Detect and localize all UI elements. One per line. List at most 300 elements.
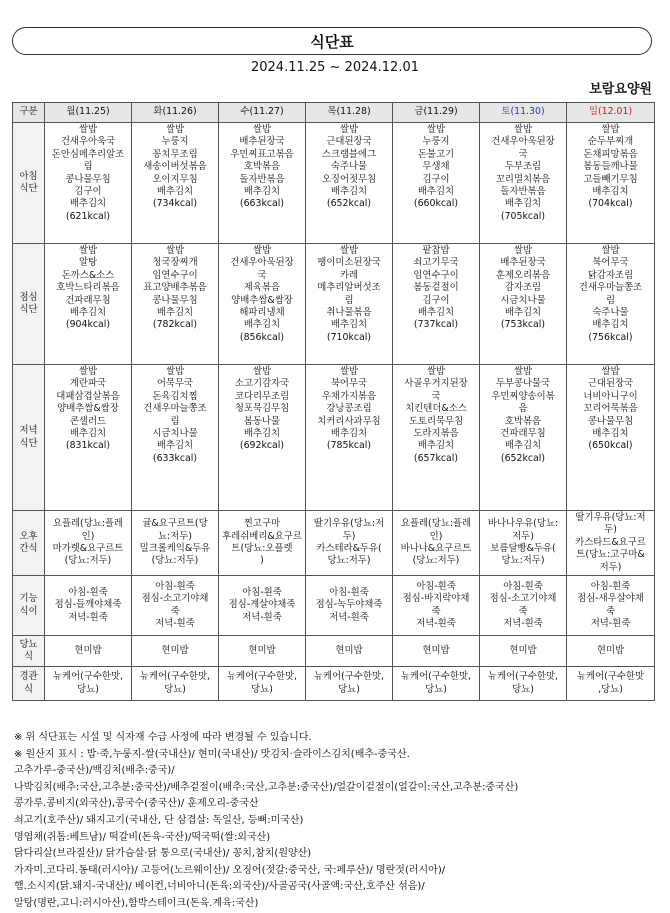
menu-item: (904kcal) <box>65 319 111 331</box>
menu-item: 배추김치 <box>592 428 629 440</box>
menu-item: 뉴케어(구수한맛 <box>576 671 645 683</box>
menu-item: 임연수구이 <box>413 269 459 281</box>
menu-item: 아침-흰죽 <box>590 580 631 592</box>
row-label-line: 경관 <box>19 671 38 683</box>
menu-item: 북어무국 <box>592 257 629 269</box>
note-line: 나박김치(배추:국산,고추분:중국산)/배추겉절이(배추:국산,고추분:중국산)/얼갈이겉절이(얼갈이:국산,고추분:중국산) <box>14 781 519 793</box>
menu-item: (652kcal) <box>500 452 546 464</box>
menu-cell <box>219 667 306 701</box>
menu-cell <box>132 365 219 511</box>
menu-item: 뉴케어(구수한맛, <box>226 671 298 683</box>
menu-item: 계란파국 <box>69 378 107 390</box>
menu-cell <box>393 365 480 511</box>
menu-item: 현미밥 <box>74 644 102 656</box>
menu-cell <box>45 244 132 365</box>
menu-item: 요플레(당뇨:플레 <box>52 518 124 530</box>
menu-item: 호박느타리볶음 <box>56 282 120 294</box>
menu-item: 뉴케어(구수한맛, <box>487 671 559 683</box>
menu-cell <box>132 636 219 667</box>
menu-item: 배추김치 <box>156 307 194 319</box>
menu-cell <box>567 365 655 511</box>
menu-item: 트(당뇨:고구마& <box>576 549 645 561</box>
menu-item: 점심-바지락야채 <box>402 593 470 605</box>
day-header: 금(11.29) <box>393 103 480 123</box>
day-header: 토(11.30) <box>480 103 567 123</box>
meal-row <box>13 511 655 576</box>
menu-item: 쌀밥 <box>78 124 98 135</box>
menu-cell <box>567 576 655 636</box>
menu-item: 딸기우유(당뇨:저 <box>575 512 646 523</box>
menu-item: 배추김치 <box>330 428 368 440</box>
menu-cell <box>306 365 393 511</box>
row-label-line: 식단 <box>19 304 38 315</box>
menu-cell <box>567 667 655 701</box>
menu-item: 근대된장국 <box>326 136 372 148</box>
menu-item: 당뇨) <box>512 683 534 695</box>
menu-item: 저녁-흰죽 <box>329 611 369 623</box>
menu-item: 배추김치 <box>243 186 281 198</box>
menu-item: 봄동들깨나물 <box>583 161 638 173</box>
menu-item: 저녁-흰죽 <box>242 611 282 623</box>
menu-item: 코다리무조림 <box>234 390 290 402</box>
menu-item: 봄동나물 <box>243 415 281 427</box>
menu-item: 뉴케어(구수한맛, <box>52 671 124 683</box>
menu-cell <box>45 123 132 244</box>
menu-cell <box>219 123 306 244</box>
menu-cell <box>306 667 393 701</box>
menu-item: 건새우마늘쫑조 <box>143 403 207 415</box>
note-line: 쇠고기(호주산)/ 돼지고기(국내산, 단 삼겹살: 독일산, 등뼈:미국산) <box>14 814 304 826</box>
menu-item: 배추김치 <box>243 319 281 331</box>
note-line: 명엽채(쥐톰:베트남)/ 떡갈비(돈육-국산)/떡국떡(쌀:외국산) <box>14 831 271 843</box>
menu-item: 저녁-흰죽 <box>155 617 195 629</box>
menu-item: 쌀밥 <box>601 366 620 377</box>
menu-cell <box>132 123 219 244</box>
menu-item: 무생채 <box>422 161 450 173</box>
menu-item: 청국장찌개 <box>152 257 198 269</box>
menu-item: 콩나물무침 <box>152 294 198 306</box>
menu-item: 카레 <box>339 269 359 281</box>
menu-item: 저두) <box>599 561 622 573</box>
menu-item: 카스테라&두유( <box>316 543 382 555</box>
menu-item: ) <box>260 555 264 567</box>
menu-item: 시금치나물 <box>500 294 546 306</box>
menu-item: 쌀밥 <box>513 124 533 135</box>
date-range: 2024.11.25 ~ 2024.12.01 <box>250 60 420 75</box>
menu-item: 제육볶음 <box>243 282 281 294</box>
menu-item: 쌀밥 <box>426 366 446 377</box>
menu-cell <box>480 123 567 244</box>
menu-item: 쌀밥 <box>601 245 620 256</box>
menu-cell <box>306 244 393 365</box>
menu-item: 새송이버섯볶음 <box>143 161 207 173</box>
menu-item: 아침-흰죽 <box>416 580 456 592</box>
menu-item: 죽 <box>605 605 616 617</box>
note-line: ※ 원산지 표시 : 밥·죽,누룽지-쌀(국내산)/ 현미(국내산)/ 맛김치·슬라이스김치(배추-중국산. <box>14 748 410 760</box>
menu-item: 점심-녹두야채죽 <box>315 599 383 611</box>
menu-item: 귤&요구르트(당 <box>142 518 208 530</box>
row-label <box>13 636 45 667</box>
menu-item: 배추김치 <box>156 440 194 452</box>
menu-cell <box>45 636 132 667</box>
menu-item: 찐고구마 <box>243 518 281 530</box>
menu-item: 꼬리멸치볶음 <box>495 173 551 185</box>
menu-item: 뉴케어(구수한맛, <box>400 671 472 683</box>
menu-item: (753kcal) <box>500 319 546 331</box>
menu-item: 보름달빵&두유( <box>490 543 556 555</box>
menu-item: 배추김치 <box>69 198 107 210</box>
menu-item: 우채가지볶음 <box>321 390 377 402</box>
menu-item: 돈채피망볶음 <box>583 148 638 160</box>
facility-name: 보람요양원 <box>589 82 652 97</box>
menu-item: 건새우아욱국 <box>60 136 116 148</box>
menu-title-box <box>12 27 652 55</box>
menu-cell <box>45 576 132 636</box>
menu-item: (652kcal) <box>326 198 372 210</box>
menu-item: 후레쉬베리&요구르 <box>222 530 302 542</box>
menu-item: 훈제오리볶음 <box>495 269 551 281</box>
menu-item: 현미밥 <box>422 644 450 656</box>
header-row <box>13 103 655 123</box>
menu-item: 당뇨) <box>251 683 273 695</box>
menu-item: 쌀밥 <box>252 124 272 135</box>
row-label <box>13 511 45 576</box>
menu-item: 밀크롤케익&두유 <box>139 543 211 555</box>
menu-item: (737kcal) <box>413 319 459 331</box>
menu-item: 쌀밥 <box>165 124 185 135</box>
menu-item: 현미밥 <box>335 644 363 656</box>
meal-row <box>13 244 655 365</box>
menu-cell <box>132 511 219 576</box>
meal-row <box>13 123 655 244</box>
menu-item: 당뇨) <box>164 683 186 695</box>
menu-item: 국 <box>518 148 528 160</box>
menu-item: 팽이미소된장국 <box>317 257 381 269</box>
note-line: 콩가루.콩비지(외국산),콩국수(중국산)/ 훈제오리-중국산 <box>14 798 259 810</box>
menu-item: (657kcal) <box>413 452 459 464</box>
menu-cell <box>45 667 132 701</box>
menu-item: 배추김치 <box>504 307 542 319</box>
menu-cell <box>306 576 393 636</box>
menu-item: 배추김치 <box>417 307 455 319</box>
menu-item: 뉴케어(구수한맛, <box>313 671 385 683</box>
menu-item: 북어무국 <box>330 378 368 390</box>
menu-item: 쌀밥 <box>601 124 620 135</box>
menu-item: 김구이 <box>74 186 102 198</box>
row-label-line: 식이 <box>19 605 38 617</box>
menu-item: 쌀밥 <box>78 245 98 256</box>
menu-cell <box>567 511 655 576</box>
row-label-line: 식단 <box>19 437 38 449</box>
menu-item: ,당뇨) <box>598 683 623 695</box>
menu-cell <box>45 365 132 511</box>
menu-cell <box>393 576 480 636</box>
menu-body <box>13 123 655 701</box>
note-line: 알탕(명란,고니:러시아산),함박스테이크(돈육.계육:국산) <box>14 897 259 909</box>
menu-item: 아침-흰죽 <box>503 580 543 592</box>
menu-item: 림 <box>344 294 354 306</box>
menu-item: 당뇨) <box>425 683 447 695</box>
notes-section <box>14 730 659 913</box>
menu-cell <box>480 636 567 667</box>
day-header: 월(11.25) <box>45 103 132 123</box>
menu-item: 김구이 <box>422 173 450 185</box>
menu-item: (692kcal) <box>239 440 285 452</box>
menu-item: 건새우아욱된장 <box>491 136 555 148</box>
menu-item: (705kcal) <box>500 210 546 222</box>
menu-item: 인) <box>429 530 443 542</box>
menu-item: 배추김치 <box>592 319 629 331</box>
menu-item: 고들빼기무침 <box>583 173 638 185</box>
menu-item: 숙주나물 <box>330 161 368 173</box>
meal-row <box>13 576 655 636</box>
menu-item: 딸기우유(당뇨:저 <box>313 518 385 530</box>
menu-item: 아침-흰죽 <box>68 586 108 598</box>
menu-item: 뇨:저두) <box>158 530 192 542</box>
menu-item: (856kcal) <box>239 331 285 343</box>
menu-item: 배추김치 <box>592 186 629 198</box>
menu-item: 누룽지 <box>161 136 189 148</box>
menu-item: 국 <box>431 390 441 402</box>
menu-item: 배추김치 <box>330 186 368 198</box>
menu-cell <box>132 244 219 365</box>
menu-item: 청포묵김무침 <box>234 403 290 415</box>
menu-item: 아침-흰죽 <box>242 586 282 598</box>
menu-item: 인) <box>81 530 95 542</box>
menu-cell <box>132 667 219 701</box>
menu-item: 배추김치 <box>330 319 368 331</box>
menu-item: (당뇨:저두) <box>151 555 199 567</box>
menu-item: 알탕 <box>78 257 98 269</box>
row-label-line: 식 <box>23 651 34 663</box>
row-label-line: 아침 <box>19 170 38 182</box>
menu-item: 쌀밥 <box>513 366 533 377</box>
menu-cell <box>219 244 306 365</box>
menu-item: (660kcal) <box>413 198 459 210</box>
row-label-line: 식단 <box>19 183 38 194</box>
menu-item: 건파래무침 <box>500 428 546 440</box>
menu-cell <box>393 123 480 244</box>
menu-item: 돌자반볶음 <box>500 186 546 198</box>
menu-item: 저녁-흰죽 <box>590 617 631 629</box>
menu-item: (당뇨:저두) <box>412 555 460 567</box>
menu-item: 두) <box>342 530 356 542</box>
menu-item: 너비아니구이 <box>583 390 638 402</box>
menu-item: 현미밥 <box>248 644 276 656</box>
note-line: ※ 위 식단표는 시설 및 식자재 수급 사정에 따라 변경될 수 있습니다. <box>14 732 312 743</box>
menu-item: 당뇨:저두) <box>327 555 371 567</box>
menu-item: 누룽지 <box>422 136 450 148</box>
menu-table <box>12 102 655 701</box>
menu-item: 당뇨:저두) <box>501 555 545 567</box>
menu-item: 쌀밥 <box>339 124 359 135</box>
menu-item: 해파리냉채 <box>239 307 285 319</box>
menu-item: 저녁-흰죽 <box>68 611 108 623</box>
menu-item: 현미밥 <box>596 644 625 656</box>
menu-item: 배추김치 <box>417 440 455 452</box>
menu-item: 스크램블에그 <box>321 148 377 160</box>
menu-item: 저두) <box>512 530 534 542</box>
menu-item: 근대된장국 <box>587 378 634 390</box>
menu-item: 점심-새우살야채 <box>577 593 644 605</box>
row-label-line: 기능 <box>19 593 38 605</box>
menu-item: 숙주나물 <box>592 307 629 319</box>
menu-item: (782kcal) <box>152 319 198 331</box>
menu-item: 우민찌양송이볶 <box>491 390 555 402</box>
menu-cell <box>132 576 219 636</box>
menu-item: 양배추쌈&쌈장 <box>57 403 119 415</box>
menu-cell <box>219 511 306 576</box>
menu-cell <box>306 636 393 667</box>
day-header: 일(12.01) <box>567 103 655 123</box>
menu-item: 카스타드&요구르 <box>575 536 646 548</box>
note-line: 햄.소시지(닭.돼지-국내산)/ 베이컨,너비아니(돈육:외국산)/사골곰국(사골액:국산,호주산 섞음)/ <box>14 881 425 893</box>
menu-item: (663kcal) <box>239 198 285 210</box>
row-label <box>13 244 45 365</box>
menu-item: 닭감자조림 <box>587 269 634 281</box>
menu-item: 쌀밥 <box>165 366 185 377</box>
menu-item: 돈육김치찜 <box>152 390 198 402</box>
menu-item: 배추된장국 <box>500 257 546 269</box>
menu-cell <box>480 244 567 365</box>
menu-item: 쌀밥 <box>426 124 446 135</box>
menu-item: 양배추쌈&쌈장 <box>231 294 293 306</box>
menu-item: (785kcal) <box>326 440 372 452</box>
menu-item: 바나나&요구르트 <box>400 543 472 555</box>
menu-item: 점심-소고기야채 <box>141 593 209 605</box>
menu-item: 대패삼겹살볶음 <box>56 390 120 402</box>
menu-item: 쌀밥 <box>339 366 359 377</box>
menu-cell <box>480 365 567 511</box>
menu-item: (704kcal) <box>588 198 633 210</box>
menu-item: 돈안심메추리알조 <box>51 148 125 160</box>
menu-item: 돈불고기 <box>417 148 455 160</box>
meal-row <box>13 636 655 667</box>
menu-item: 도토리묵무침 <box>408 415 464 427</box>
menu-item: 쌀밥 <box>339 245 359 256</box>
menu-item: 쌀밥 <box>252 245 272 256</box>
menu-cell <box>393 667 480 701</box>
menu-item: 돌자반볶음 <box>239 173 285 185</box>
menu-item: (831kcal) <box>65 440 111 452</box>
row-label-line: 간식 <box>19 543 38 555</box>
menu-item: 치커리사과무침 <box>317 415 381 427</box>
menu-cell <box>45 511 132 576</box>
note-line: 닭다리살(브라질산)/ 닭가슴살·닭 통으로(국내산)/ 꽁치,참치(원양산) <box>14 848 312 860</box>
row-label-line: 당뇨 <box>19 638 38 650</box>
menu-item: 점심-소고기야채 <box>489 593 557 605</box>
row-label <box>13 123 45 244</box>
row-label <box>13 365 45 511</box>
note-line: 가자미.코다리.동태(러시아)/ 고등어(노르웨이산)/ 오징어(젓갈:중국산, 국:페루산)/ 명란젓(러시아)/ <box>14 864 446 876</box>
menu-cell <box>480 511 567 576</box>
menu-item: 두부조림 <box>504 161 542 173</box>
menu-item: 쇠고기무국 <box>413 257 459 269</box>
menu-item: 아침-흰죽 <box>155 580 195 592</box>
menu-item: (710kcal) <box>326 331 372 343</box>
menu-cell <box>393 244 480 365</box>
menu-item: 림 <box>170 415 180 427</box>
menu-item: 현미밥 <box>161 644 189 656</box>
menu-item: 저녁-흰죽 <box>503 617 543 629</box>
menu-cell <box>567 636 655 667</box>
menu-item: 취나물볶음 <box>326 307 372 319</box>
menu-item: 쌀밥 <box>513 245 533 256</box>
menu-item: 도라지볶음 <box>413 428 459 440</box>
menu-item: 쌀밥 <box>252 366 272 377</box>
menu-item: 봄동겉절이 <box>413 282 459 294</box>
menu-item: 배추김치 <box>417 186 455 198</box>
menu-item: 두) <box>604 524 617 536</box>
menu-item: 트(당뇨:오플렛 <box>231 543 293 555</box>
menu-item: 콩나물무침 <box>587 415 634 427</box>
meal-row <box>13 667 655 701</box>
note-line: 고추가루-중국산)/백김치(배추:중국)/ <box>14 765 175 777</box>
menu-item: 배추김치 <box>69 307 107 319</box>
menu-item: 두부콩나물국 <box>495 378 551 390</box>
menu-cell <box>306 511 393 576</box>
menu-item: (756kcal) <box>588 331 633 343</box>
page-title: 식단표 <box>310 32 354 51</box>
menu-item: 배추김치 <box>156 186 194 198</box>
menu-item: 음 <box>518 403 528 415</box>
menu-cell <box>480 576 567 636</box>
row-label-line: 점심 <box>19 291 38 303</box>
row-label-line: 저녁 <box>19 425 38 437</box>
menu-item: 콩나물무침 <box>65 173 111 185</box>
menu-item: 건새우마늘쫑조 <box>578 282 643 294</box>
menu-cell <box>219 576 306 636</box>
menu-item: (734kcal) <box>152 198 198 210</box>
menu-item: 감자조림 <box>504 282 542 294</box>
menu-item: (650kcal) <box>588 440 633 452</box>
day-header: 목(11.28) <box>306 103 393 123</box>
menu-item: 호박볶음 <box>243 161 281 173</box>
menu-item: 죽 <box>170 605 180 617</box>
menu-item: 치킨텐더&소스 <box>405 403 467 415</box>
menu-item: 꽁치무조림 <box>152 148 198 160</box>
menu-item: 배추된장국 <box>239 136 285 148</box>
menu-cell <box>393 511 480 576</box>
menu-item: 점심-계살야채죽 <box>228 599 296 611</box>
menu-cell <box>567 123 655 244</box>
menu-item: 현미밥 <box>509 644 537 656</box>
menu-item: 배추김치 <box>243 428 281 440</box>
row-label <box>13 576 45 636</box>
menu-item: 점심-들깨야채죽 <box>54 599 122 611</box>
menu-item: 배추김치 <box>504 198 542 210</box>
menu-item: 우민찌표고볶음 <box>230 148 294 160</box>
menu-cell <box>306 123 393 244</box>
menu-item: 저녁-흰죽 <box>416 617 456 629</box>
menu-item: 림 <box>83 161 93 173</box>
menu-item: 당뇨) <box>77 683 99 695</box>
menu-item: 김구이 <box>422 294 450 306</box>
menu-cell <box>219 636 306 667</box>
menu-item: 바나나우유(당뇨: <box>487 518 559 530</box>
menu-item: (633kcal) <box>152 452 198 464</box>
menu-item: 죽 <box>431 605 441 617</box>
menu-item: 죽 <box>518 605 528 617</box>
menu-item: 배추김치 <box>69 428 107 440</box>
menu-item: 사골우거지된장 <box>404 378 468 390</box>
row-label-line: 오후 <box>19 530 38 542</box>
menu-item: 돈까스&소스 <box>61 269 115 281</box>
menu-item: 림 <box>605 294 616 306</box>
menu-item: 호박볶음 <box>504 415 542 427</box>
menu-item: (당뇨:저두) <box>64 555 112 567</box>
menu-item: 임연수구이 <box>152 269 198 281</box>
